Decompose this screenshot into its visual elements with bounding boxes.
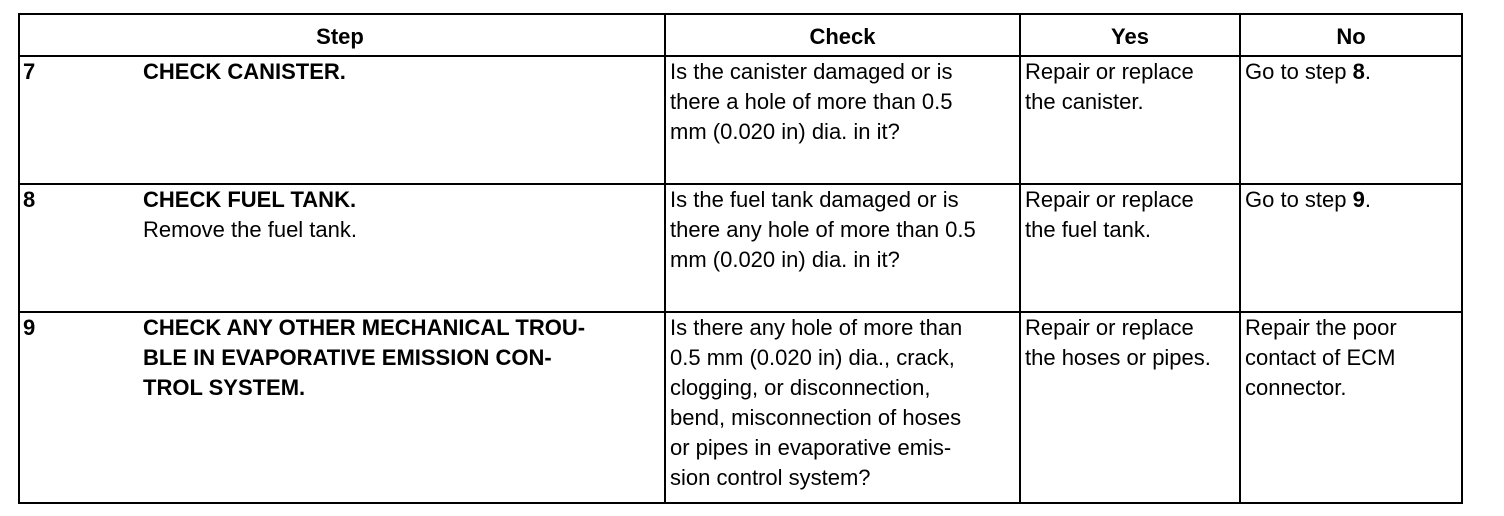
step-detail: Remove the fuel tank. bbox=[143, 217, 358, 242]
step-title-line: CHECK ANY OTHER MECHANICAL TROU- bbox=[143, 315, 586, 340]
check-text-line: mm (0.020 in) dia. in it? bbox=[670, 247, 900, 272]
check-text-line: sion control system? bbox=[670, 465, 871, 490]
check-text-line: or pipes in evaporative emis- bbox=[670, 435, 952, 460]
yes-cell bbox=[1020, 56, 1240, 184]
yes-text-line: Repair or replace bbox=[1025, 315, 1194, 340]
yes-cell bbox=[1020, 312, 1240, 503]
yes-text-line: Repair or replace bbox=[1025, 187, 1194, 212]
no-text-line: Repair the poor bbox=[1245, 315, 1397, 340]
check-text-line: there any hole of more than 0.5 bbox=[670, 217, 976, 242]
no-suffix: . bbox=[1364, 187, 1371, 212]
table-row bbox=[19, 312, 1462, 503]
step-body bbox=[143, 185, 660, 245]
no-suffix: . bbox=[1364, 59, 1371, 84]
no-text bbox=[1245, 187, 1371, 212]
step-title-line: TROL SYSTEM. bbox=[143, 375, 306, 400]
no-step-ref: 8 bbox=[1352, 59, 1365, 84]
check-text-line: mm (0.020 in) dia. in it? bbox=[670, 119, 900, 144]
check-cell bbox=[665, 312, 1020, 503]
yes-cell bbox=[1020, 184, 1240, 312]
column-header-yes bbox=[1020, 14, 1240, 56]
yes-text-line: Repair or replace bbox=[1025, 59, 1194, 84]
column-header-check-label: Check bbox=[809, 23, 876, 49]
step-number: 8 bbox=[23, 187, 36, 212]
check-cell bbox=[665, 184, 1020, 312]
step-title bbox=[143, 185, 660, 215]
table-row bbox=[19, 184, 1462, 312]
no-step-ref: 9 bbox=[1352, 187, 1365, 212]
step-body bbox=[143, 57, 660, 87]
column-header-step bbox=[19, 14, 665, 56]
no-prefix: Go to step bbox=[1245, 59, 1353, 84]
table-row bbox=[19, 56, 1462, 184]
no-text-line: connector. bbox=[1245, 375, 1347, 400]
column-header-step-label: Step bbox=[316, 23, 364, 49]
check-text-line: Is there any hole of more than bbox=[670, 315, 963, 340]
no-text-line: contact of ECM bbox=[1245, 345, 1396, 370]
no-prefix: Go to step bbox=[1245, 187, 1353, 212]
check-text-line: Is the fuel tank damaged or is bbox=[670, 187, 959, 212]
table-header bbox=[19, 14, 1462, 56]
yes-text-line: the hoses or pipes. bbox=[1025, 345, 1211, 370]
step-number: 9 bbox=[23, 315, 36, 340]
check-text-line: 0.5 mm (0.020 in) dia., crack, bbox=[670, 345, 955, 370]
step-title-line: CHECK CANISTER. bbox=[143, 59, 346, 84]
check-text-line: bend, misconnection of hoses bbox=[670, 405, 962, 430]
check-cell bbox=[665, 56, 1020, 184]
header-row bbox=[19, 14, 1462, 56]
check-text-line: there a hole of more than 0.5 bbox=[670, 89, 953, 114]
no-cell bbox=[1240, 184, 1462, 312]
diagnostic-table bbox=[18, 13, 1463, 504]
step-title bbox=[143, 313, 660, 403]
column-header-no-label: No bbox=[1336, 23, 1366, 49]
yes-text-line: the fuel tank. bbox=[1025, 217, 1151, 242]
check-text-line: clogging, or disconnection, bbox=[670, 375, 931, 400]
no-cell bbox=[1240, 56, 1462, 184]
no-cell bbox=[1240, 312, 1462, 503]
column-header-yes-label: Yes bbox=[1111, 23, 1149, 49]
table-body bbox=[19, 56, 1462, 503]
step-cell bbox=[19, 184, 665, 312]
yes-text-line: the canister. bbox=[1025, 89, 1144, 114]
column-header-no bbox=[1240, 14, 1462, 56]
column-header-check bbox=[665, 14, 1020, 56]
step-title bbox=[143, 57, 660, 87]
step-title-line: CHECK FUEL TANK. bbox=[143, 187, 357, 212]
check-text-line: Is the canister damaged or is bbox=[670, 59, 953, 84]
step-title-line: BLE IN EVAPORATIVE EMISSION CON- bbox=[143, 345, 552, 370]
no-text bbox=[1245, 59, 1371, 84]
step-number: 7 bbox=[23, 59, 36, 84]
step-body bbox=[143, 313, 660, 403]
step-cell bbox=[19, 56, 665, 184]
step-cell bbox=[19, 312, 665, 503]
